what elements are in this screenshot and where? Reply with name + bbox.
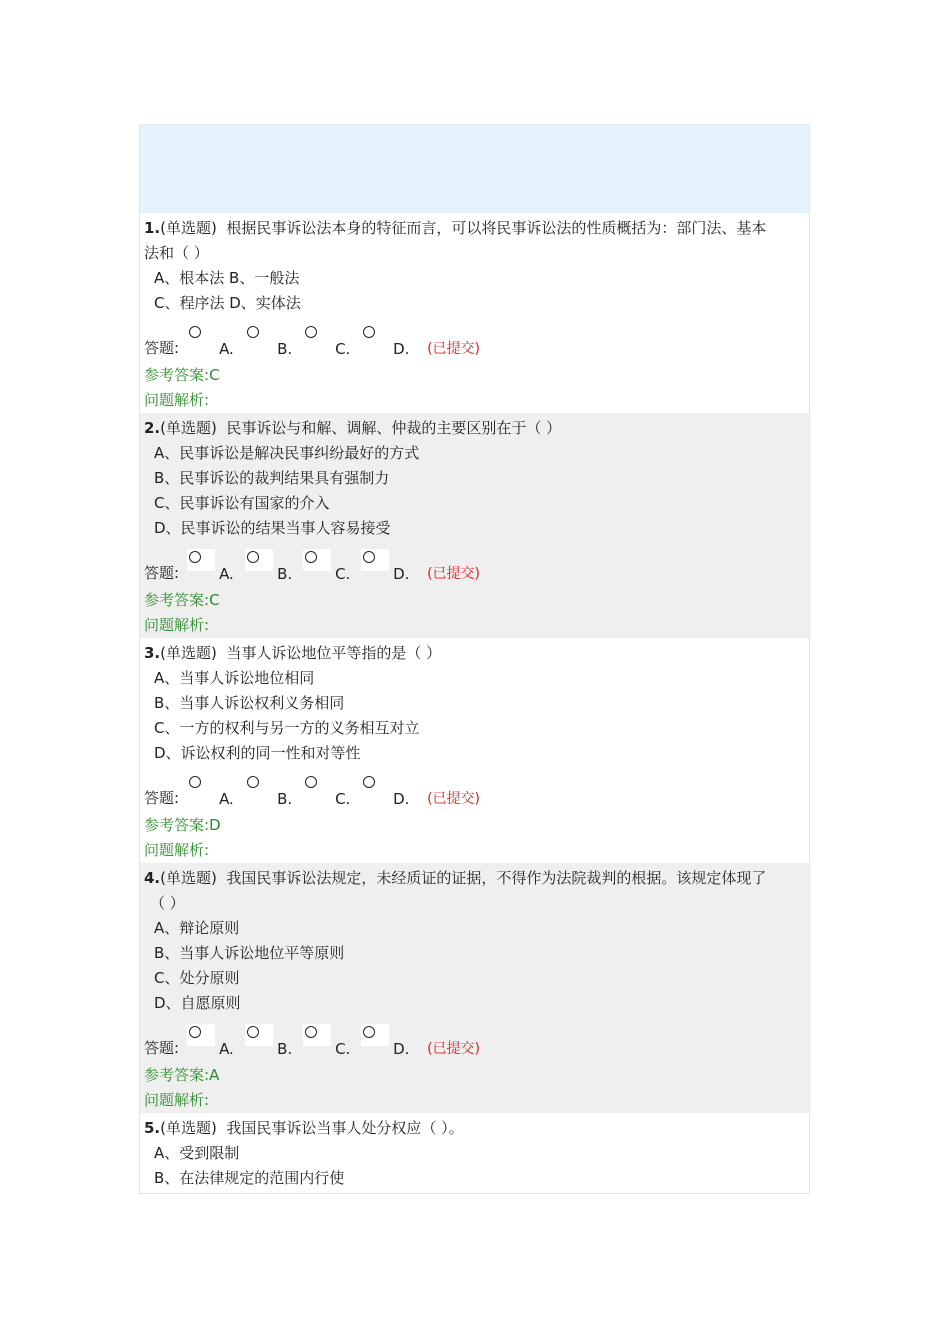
question-number: 2. bbox=[144, 419, 161, 437]
submitted-status: (已提交) bbox=[427, 791, 480, 807]
reference-answer bbox=[144, 588, 803, 613]
radio-button-d[interactable] bbox=[361, 324, 389, 346]
reference-value: C bbox=[209, 591, 220, 609]
reference-label: 参考答案: bbox=[144, 1066, 210, 1084]
question-text: 当事人诉讼地位平等指的是（ ） bbox=[226, 644, 442, 662]
choice-label-b: B. bbox=[277, 565, 293, 583]
answer-label: 答题: bbox=[144, 564, 180, 582]
reference-label: 参考答案: bbox=[144, 591, 210, 609]
question-number: 4. bbox=[144, 869, 161, 887]
reference-answer bbox=[144, 1063, 803, 1088]
question-3 bbox=[140, 638, 809, 863]
submitted-status: (已提交) bbox=[427, 1041, 480, 1057]
choice-label-a: A. bbox=[219, 340, 234, 358]
radio-button-a[interactable] bbox=[187, 774, 215, 796]
answer-row bbox=[144, 324, 803, 358]
answer-label: 答题: bbox=[144, 1039, 180, 1057]
choice-label-b: B. bbox=[277, 1040, 293, 1058]
radio-button-c[interactable] bbox=[303, 324, 331, 346]
question-number: 3. bbox=[144, 644, 161, 662]
radio-button-a[interactable] bbox=[187, 549, 215, 571]
question-stem bbox=[144, 1116, 803, 1141]
question-type: (单选题) bbox=[160, 644, 217, 662]
radio-button-a[interactable] bbox=[187, 1024, 215, 1046]
question-text-continued: （ ） bbox=[150, 894, 185, 912]
reference-label: 参考答案: bbox=[144, 816, 210, 834]
analysis-label: 问题解析: bbox=[144, 616, 210, 634]
radio-button-d[interactable] bbox=[361, 774, 389, 796]
question-number: 5. bbox=[144, 1119, 161, 1137]
question-type: (单选题) bbox=[160, 1119, 217, 1137]
radio-button-b[interactable] bbox=[245, 774, 273, 796]
option-line: B、当事人诉讼地位平等原则 bbox=[154, 944, 345, 962]
question-4 bbox=[140, 863, 809, 1113]
question-text: 民事诉讼与和解、调解、仲裁的主要区别在于（ ） bbox=[226, 419, 562, 437]
choice-label-d: D. bbox=[393, 1040, 410, 1058]
reference-answer bbox=[144, 363, 803, 388]
analysis-label: 问题解析: bbox=[144, 1091, 210, 1109]
radio-button-c[interactable] bbox=[303, 774, 331, 796]
question-1 bbox=[140, 213, 809, 413]
option-line: C、处分原则 bbox=[154, 969, 240, 987]
answer-row bbox=[144, 549, 803, 583]
analysis-label: 问题解析: bbox=[144, 391, 210, 409]
header-banner bbox=[140, 125, 809, 213]
question-text: 我国民事诉讼法规定，未经质证的证据，不得作为法院裁判的根据。该规定体现了 bbox=[226, 869, 767, 887]
answer-label: 答题: bbox=[144, 789, 180, 807]
option-line: A、根本法 B、一般法 bbox=[154, 269, 300, 287]
choice-label-b: B. bbox=[277, 790, 293, 808]
question-type: (单选题) bbox=[160, 419, 217, 437]
analysis-label: 问题解析: bbox=[144, 841, 210, 859]
question-text: 根据民事诉讼法本身的特征而言，可以将民事诉讼法的性质概括为：部门法、基本 bbox=[226, 219, 767, 237]
question-text: 我国民事诉讼当事人处分权应（ ）。 bbox=[226, 1119, 464, 1137]
option-line: A、当事人诉讼地位相同 bbox=[154, 669, 315, 687]
question-type: (单选题) bbox=[160, 869, 217, 887]
question-stem bbox=[144, 641, 803, 666]
option-line: B、民事诉讼的裁判结果具有强制力 bbox=[154, 469, 390, 487]
choice-label-a: A. bbox=[219, 790, 234, 808]
reference-value: C bbox=[209, 366, 220, 384]
question-2 bbox=[140, 413, 809, 638]
reference-value: A bbox=[209, 1066, 220, 1084]
answer-label: 答题: bbox=[144, 339, 180, 357]
radio-button-a[interactable] bbox=[187, 324, 215, 346]
option-line: C、一方的权利与另一方的义务相互对立 bbox=[154, 719, 420, 737]
reference-label: 参考答案: bbox=[144, 366, 210, 384]
choice-label-d: D. bbox=[393, 565, 410, 583]
question-type: (单选题) bbox=[160, 219, 217, 237]
option-line: C、程序法 D、实体法 bbox=[154, 294, 301, 312]
question-5 bbox=[140, 1113, 809, 1191]
radio-button-b[interactable] bbox=[245, 549, 273, 571]
option-line: B、当事人诉讼权利义务相同 bbox=[154, 694, 345, 712]
question-number: 1. bbox=[144, 219, 161, 237]
choice-label-a: A. bbox=[219, 1040, 234, 1058]
quiz-sheet bbox=[139, 124, 810, 1194]
option-line: D、民事诉讼的结果当事人容易接受 bbox=[154, 519, 391, 537]
radio-button-d[interactable] bbox=[361, 549, 389, 571]
question-text-continued: 法和（ ） bbox=[144, 244, 209, 262]
radio-button-d[interactable] bbox=[361, 1024, 389, 1046]
option-line: B、在法律规定的范围内行使 bbox=[154, 1169, 345, 1187]
radio-button-b[interactable] bbox=[245, 324, 273, 346]
choice-label-c: C. bbox=[335, 790, 351, 808]
choice-label-b: B. bbox=[277, 340, 293, 358]
choice-label-d: D. bbox=[393, 340, 410, 358]
reference-value: D bbox=[209, 816, 221, 834]
question-stem bbox=[144, 416, 803, 441]
radio-button-c[interactable] bbox=[303, 549, 331, 571]
option-line: A、受到限制 bbox=[154, 1144, 240, 1162]
reference-answer bbox=[144, 813, 803, 838]
option-line: D、诉讼权利的同一性和对等性 bbox=[154, 744, 361, 762]
option-line: D、自愿原则 bbox=[154, 994, 241, 1012]
question-stem bbox=[144, 216, 803, 266]
choice-label-a: A. bbox=[219, 565, 234, 583]
submitted-status: (已提交) bbox=[427, 341, 480, 357]
option-line: C、民事诉讼有国家的介入 bbox=[154, 494, 330, 512]
option-line: A、辩论原则 bbox=[154, 919, 240, 937]
question-stem bbox=[144, 866, 803, 916]
submitted-status: (已提交) bbox=[427, 566, 480, 582]
answer-row bbox=[144, 1024, 803, 1058]
answer-row bbox=[144, 774, 803, 808]
radio-button-b[interactable] bbox=[245, 1024, 273, 1046]
choice-label-c: C. bbox=[335, 1040, 351, 1058]
radio-button-c[interactable] bbox=[303, 1024, 331, 1046]
choice-label-c: C. bbox=[335, 340, 351, 358]
choice-label-d: D. bbox=[393, 790, 410, 808]
choice-label-c: C. bbox=[335, 565, 351, 583]
option-line: A、民事诉讼是解决民事纠纷最好的方式 bbox=[154, 444, 420, 462]
